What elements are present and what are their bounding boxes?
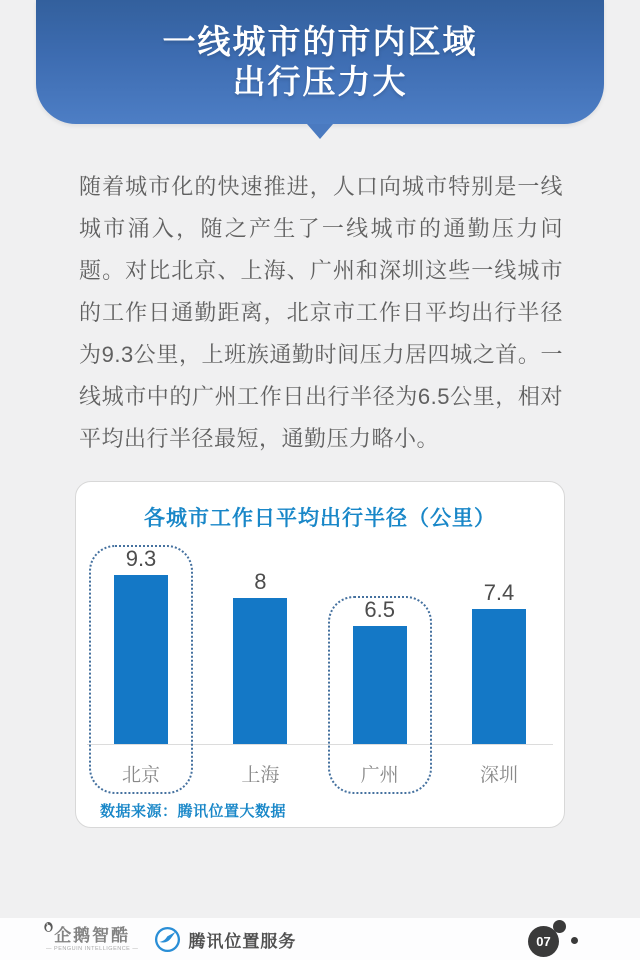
banner-pointer-triangle	[307, 124, 333, 139]
bar-rect	[233, 598, 287, 744]
chart-source-note: 数据来源：腾讯位置大数据	[100, 803, 287, 820]
bar-rect	[353, 626, 407, 744]
page-title-line1: 一线城市的市内区域	[162, 23, 478, 60]
bar-rect	[114, 575, 168, 744]
penguin-intelligence-logo	[46, 927, 138, 952]
badge-dot	[571, 937, 578, 944]
bar-city-label: 上海	[241, 765, 280, 786]
footer-bar	[0, 918, 640, 960]
penguin-intelligence-caption: — PENGUIN INTELLIGENCE —	[46, 945, 139, 952]
penguin-intelligence-wordmark: 企鹅智酷	[54, 925, 131, 945]
intro-paragraph: 随着城市化的快速推进，人口向城市特别是一线城市涌入，随之产生了一线城市的通勤压力问题。对比北京、上海、广州和深圳这些一线城市的工作日通勤距离，北京市工作日平均出行半径为9.3公里，上班族通勤时间压力居四城之首。一线城市中的广州工作日出行半径为6.5公里，相对平均出行半径最短，通勤压力略小。	[79, 174, 563, 451]
footer-brands	[46, 926, 296, 953]
chart-plot	[89, 538, 551, 797]
chart-title: 各城市工作日平均出行半径（公里）	[144, 507, 496, 530]
bar-rect	[472, 609, 526, 744]
penguin-icon	[43, 921, 54, 932]
badge-secondary-circle	[553, 920, 566, 933]
page-title-line2: 出行压力大	[232, 63, 408, 100]
page-number: 07	[528, 926, 559, 957]
bar-city-label: 广州	[360, 765, 399, 786]
bar-city-label: 深圳	[479, 765, 518, 786]
bar-group	[208, 538, 312, 797]
bar-city-label: 北京	[121, 765, 160, 786]
bar-value-label: 7.4	[483, 580, 515, 605]
tencent-location-logo	[154, 926, 296, 953]
bar-value-label: 8	[254, 569, 267, 594]
tencent-location-icon	[154, 926, 181, 953]
bar-group	[328, 538, 432, 797]
bar-value-label: 9.3	[125, 546, 157, 571]
bar-value-label: 6.5	[364, 597, 395, 622]
bar-group	[447, 538, 551, 797]
header-banner	[36, 0, 604, 124]
page-number-badge	[528, 919, 594, 959]
tencent-location-wordmark: 腾讯位置服务	[188, 931, 297, 951]
bar-group	[89, 538, 193, 797]
chart-card	[75, 481, 565, 828]
